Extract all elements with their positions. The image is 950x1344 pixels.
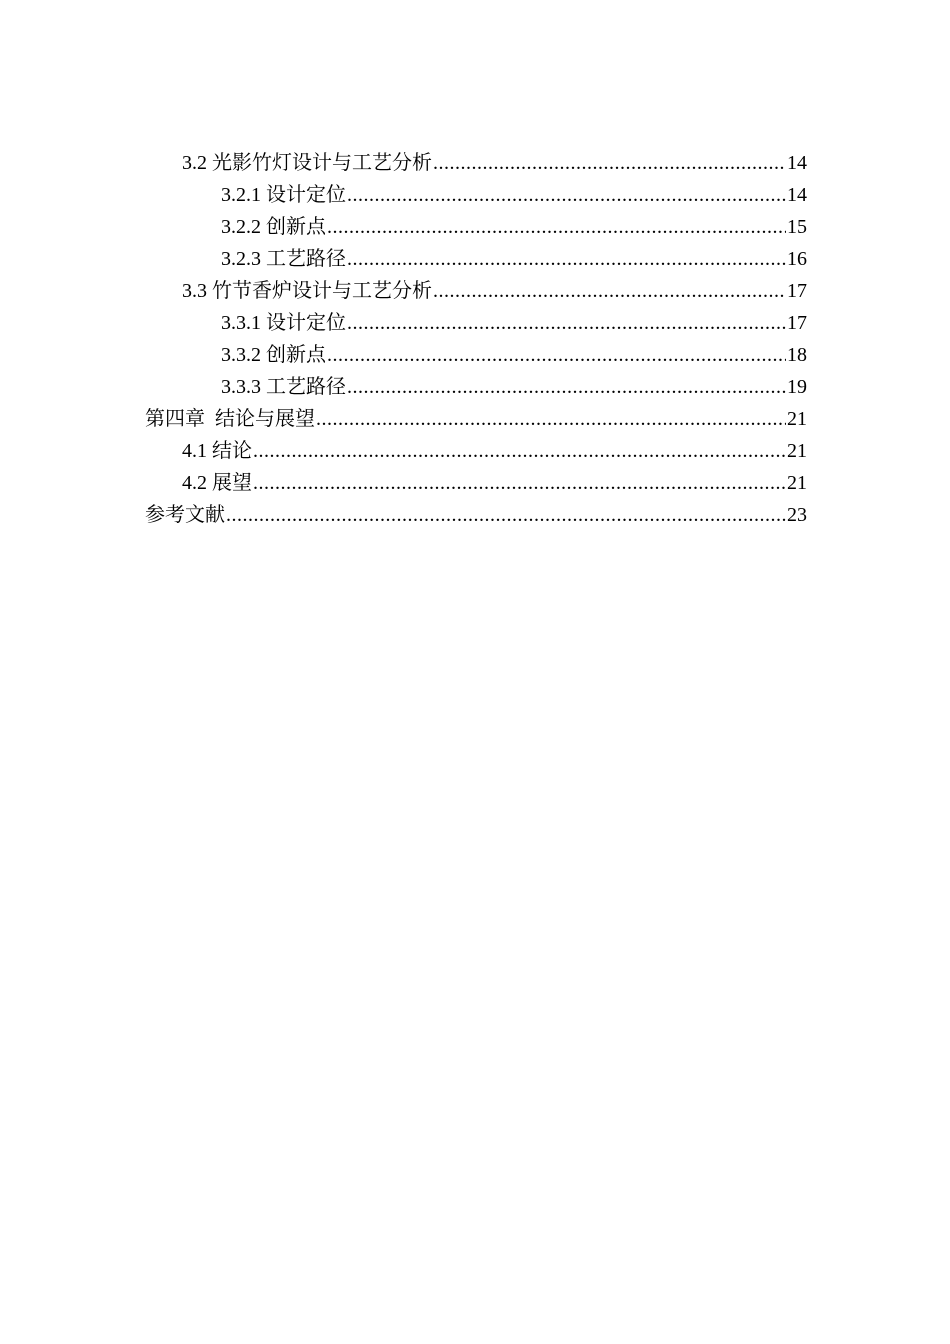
toc-entry-chapter-4[interactable] [145,403,807,435]
toc-entry-3-2[interactable] [145,147,807,179]
toc-entry-3-2-3[interactable] [145,243,807,275]
toc-dot-leader [253,435,786,467]
toc-entry-title: 3.3.1 设计定位 [221,312,346,334]
toc-entry-page: 17 [787,280,807,302]
toc-entry-page: 23 [787,504,807,526]
toc-entry-title: 3.3.3 工艺路径 [221,376,346,398]
toc-entry-page: 21 [787,472,807,494]
toc-entry-title: 3.3 竹节香炉设计与工艺分析 [182,280,432,302]
toc-dot-leader [433,147,786,179]
toc-dot-leader [253,467,786,499]
toc-entry-title: 3.2.1 设计定位 [221,184,346,206]
toc-entry-3-3-2[interactable] [145,339,807,371]
toc-entry-3-2-1[interactable] [145,179,807,211]
table-of-contents [145,147,807,531]
toc-entry-3-3-3[interactable] [145,371,807,403]
toc-entry-title: 3.2.3 工艺路径 [221,248,346,270]
toc-entry-page: 15 [787,216,807,238]
toc-entry-page: 21 [787,408,807,430]
toc-entry-title: 4.1 结论 [182,440,252,462]
toc-entry-4-2[interactable] [145,467,807,499]
toc-entry-4-1[interactable] [145,435,807,467]
toc-entry-page: 14 [787,184,807,206]
toc-entry-page: 19 [787,376,807,398]
toc-entry-page: 16 [787,248,807,270]
toc-dot-leader [226,499,786,531]
toc-entry-3-3[interactable] [145,275,807,307]
toc-dot-leader [316,403,786,435]
toc-entry-title: 3.3.2 创新点 [221,344,326,366]
toc-dot-leader [327,211,786,243]
toc-dot-leader [347,243,786,275]
toc-dot-leader [433,275,786,307]
toc-entry-title: 参考文献 [145,504,225,526]
toc-entry-title: 第四章 结论与展望 [145,408,315,430]
toc-entry-title: 3.2.2 创新点 [221,216,326,238]
toc-dot-leader [327,339,786,371]
toc-entry-page: 14 [787,152,807,174]
toc-entry-references[interactable] [145,499,807,531]
toc-entry-title: 4.2 展望 [182,472,252,494]
toc-entry-3-3-1[interactable] [145,307,807,339]
toc-entry-title: 3.2 光影竹灯设计与工艺分析 [182,152,432,174]
toc-entry-3-2-2[interactable] [145,211,807,243]
toc-dot-leader [347,179,786,211]
toc-entry-page: 21 [787,440,807,462]
toc-dot-leader [347,307,786,339]
toc-entry-page: 17 [787,312,807,334]
toc-entry-page: 18 [787,344,807,366]
toc-dot-leader [347,371,786,403]
